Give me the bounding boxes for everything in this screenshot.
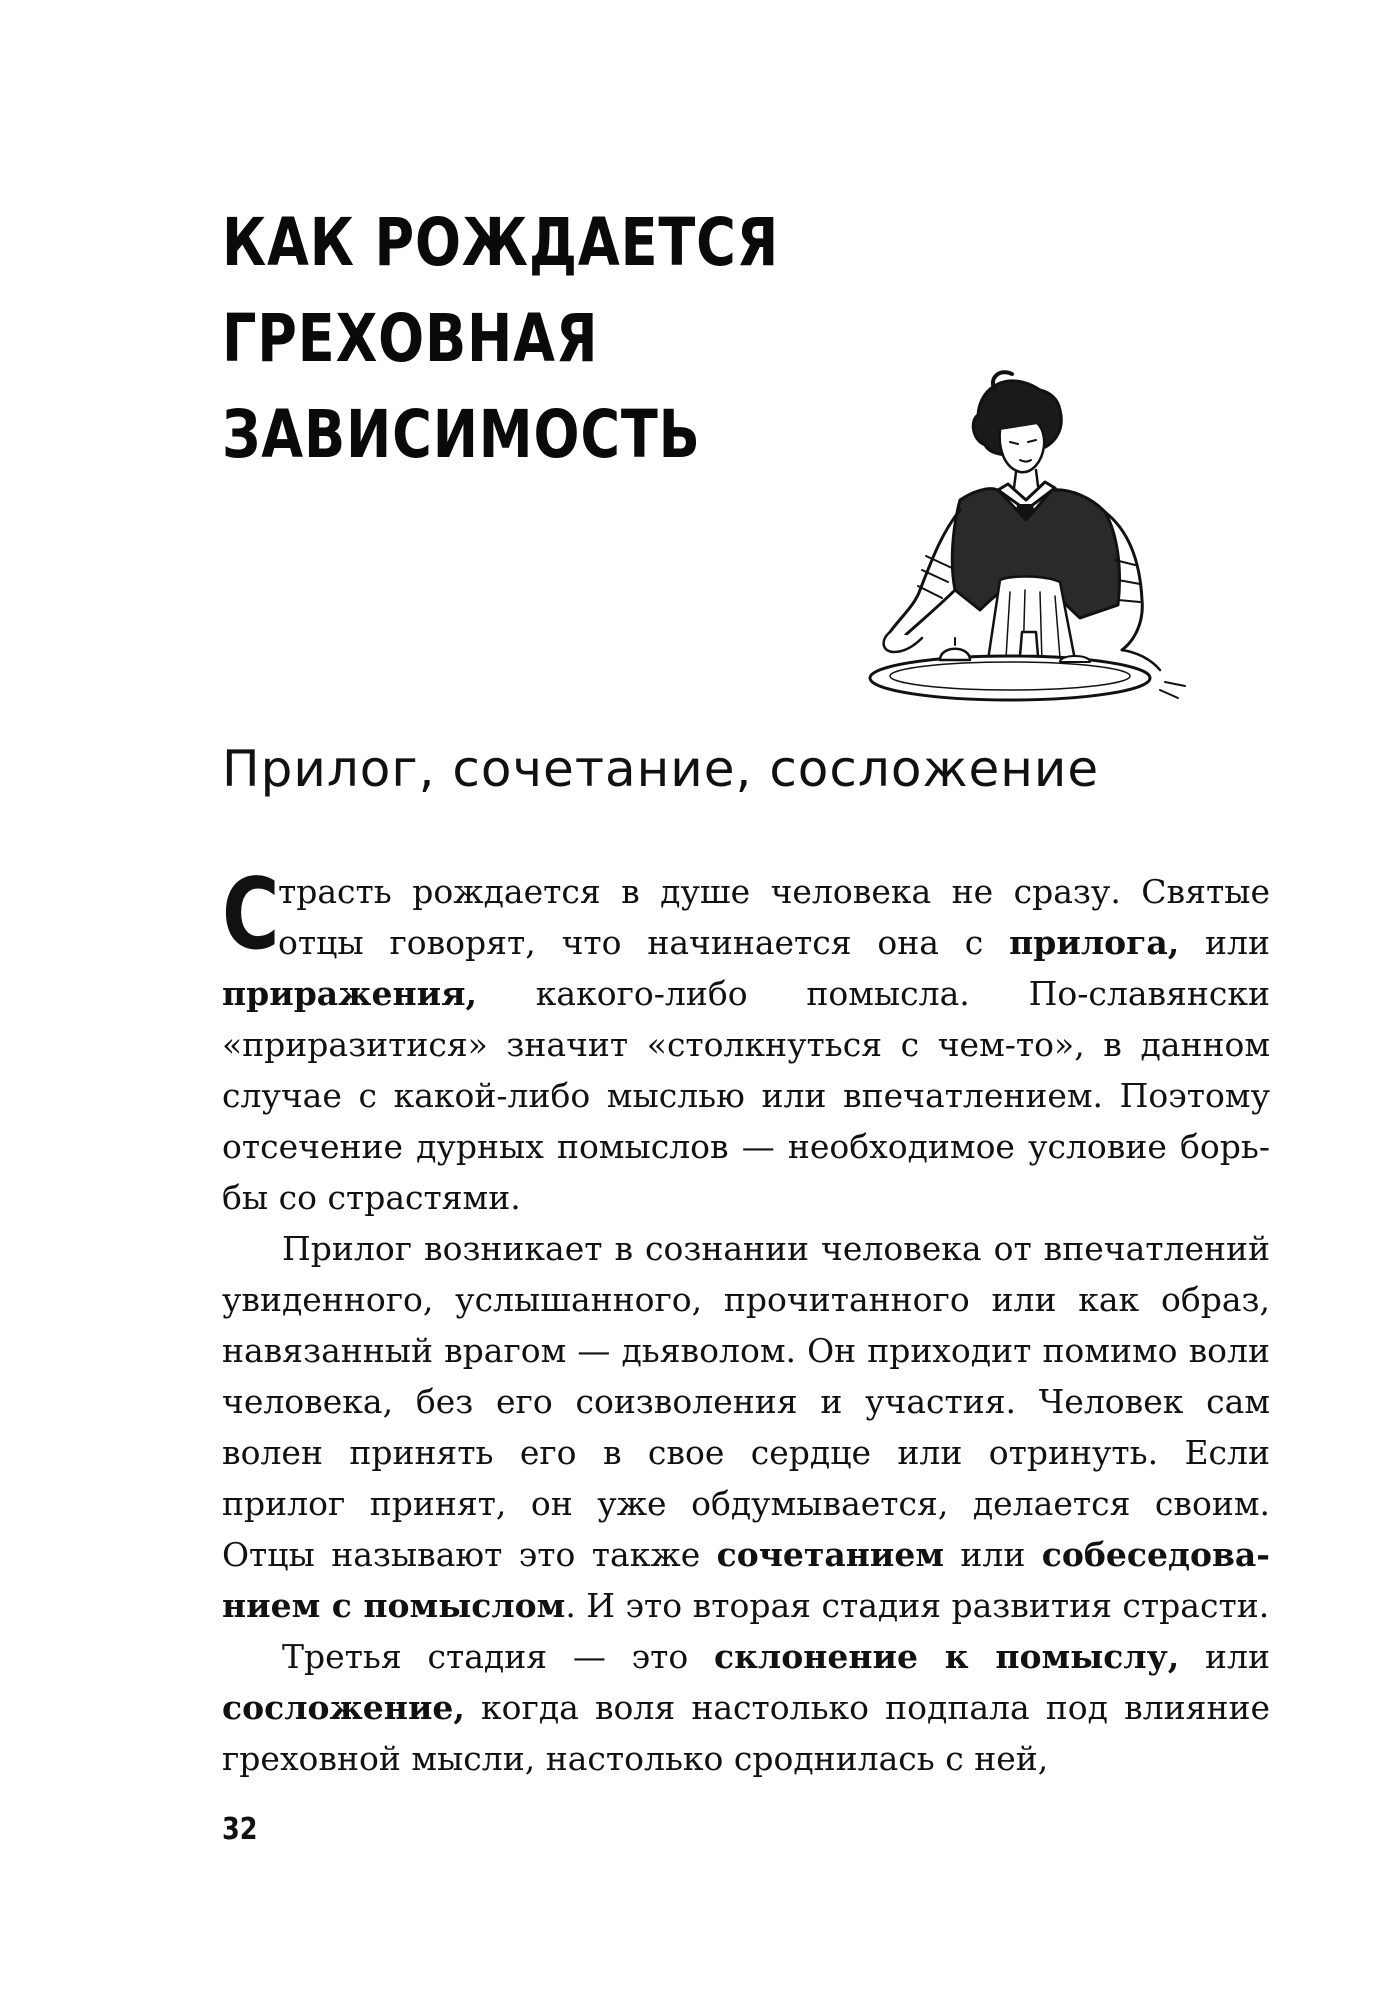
- chapter-title: [222, 195, 960, 483]
- paragraph-3-text-a: Третья стадия — это: [282, 1637, 714, 1676]
- paragraph-1-text-c: какого-либо помысла. По-славянски «приразитися» значит «столкнуться с чем-то», в данном случае с какой-либо мыслью или впечатлением. Поэтому отсечение дурных помыслов — необходимое условие борьбы со страстями.: [222, 974, 1270, 1217]
- chapter-title-line-2: ЗАВИСИМОСТЬ: [222, 396, 701, 473]
- page-number: 32: [222, 1812, 258, 1847]
- paragraph-2-text-a: Прилог возникает в сознании человека от впечатлений увиденного, услышанного, прочитанного или как образ, навязанный врагом — дьяволом. Он приходит помимо воли человека, без его соизволения и участия. Человек сам волен принять его в свое сердце или отринуть. Если прилог принят, он уже обдумывается, делается своим. Отцы называют это также: [222, 1229, 1270, 1574]
- term-prirazhenie: приражения,: [222, 974, 477, 1013]
- paragraph-1-text-a: трасть рождается в душе человека не сразу. Святые отцы говорят, что начинается она с: [278, 872, 1270, 962]
- paragraph-2: [222, 1223, 1270, 1631]
- chapter-title-line-1: КАК РОЖДАЕТСЯ ГРЕХОВНАЯ: [222, 204, 780, 377]
- paragraph-2-text-c: . И это вторая стадия развития страсти.: [565, 1586, 1270, 1625]
- term-soslozhenie: сосложение,: [222, 1688, 465, 1727]
- paragraph-2-text-b: или: [944, 1535, 1042, 1574]
- term-prilog: прилога,: [1009, 923, 1180, 962]
- drop-cap: С: [222, 858, 280, 972]
- woman-with-tray-illustration: [860, 360, 1200, 710]
- section-heading: Прилог, сочетание, сосложение: [222, 740, 1100, 798]
- paragraph-3: [222, 1631, 1270, 1784]
- paragraph-1-text-b: или: [1179, 923, 1270, 962]
- paragraph-3-text-b: или: [1179, 1637, 1271, 1676]
- paragraph-1: [222, 858, 1270, 1223]
- body-text: [222, 858, 1271, 1784]
- term-sklonenie: склонение к помыслу,: [714, 1637, 1180, 1676]
- term-sochetanie: сочетанием: [716, 1535, 944, 1574]
- paragraph-3-text-c: когда воля настолько подпала под влияние греховной мысли, настолько сроднилась с ней,: [222, 1688, 1270, 1778]
- term-sobesedovanie: собеседованием с помыслом: [222, 1535, 1270, 1625]
